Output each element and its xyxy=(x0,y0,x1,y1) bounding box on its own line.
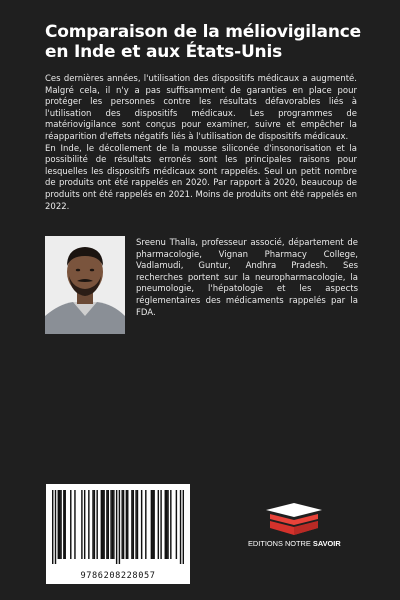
barcode-bar xyxy=(58,490,59,559)
barcode-bar xyxy=(55,490,56,564)
barcode-bar xyxy=(165,490,166,559)
barcode-bar xyxy=(102,490,103,559)
barcode-bar xyxy=(110,490,111,559)
barcode-bar xyxy=(131,490,132,559)
publisher-name-bold: SAVOIR xyxy=(312,539,341,548)
barcode-bar xyxy=(137,490,138,559)
publisher-logo-icon xyxy=(264,502,324,536)
isbn-barcode xyxy=(46,484,190,584)
publisher-block xyxy=(248,502,340,552)
barcode-bar xyxy=(70,490,71,559)
description-paragraph-2: En Inde, le décollement de la mousse siliconée d'insonorisation et la possibilité de résultats erronés sont les principales raisons pour lesquelles les dispositifs médicaux sont rappelés. Seul un petit nombre de produits ont été rappelés en 2020. Par rapport à 2020, beaucoup de produits ont été rappelés en 2021. Moins de produits ont été rappelés en 2022. xyxy=(45,143,357,212)
barcode-bar xyxy=(170,490,171,559)
barcode-bar xyxy=(121,490,122,559)
barcode-bar xyxy=(152,490,153,559)
barcode-bar xyxy=(65,490,66,559)
barcode-bar xyxy=(81,490,82,559)
barcode-bar xyxy=(96,490,97,559)
barcode-bar xyxy=(101,490,102,559)
isbn-number: 9786208228057 xyxy=(80,571,156,581)
barcode-bar xyxy=(84,490,85,559)
barcode-bar xyxy=(176,490,177,559)
barcode-bar xyxy=(141,490,142,559)
barcode-bar xyxy=(126,490,127,559)
description-paragraph-1: Ces dernières années, l'utilisation des dispositifs médicaux a augmenté. Malgré cela, il n'y a pas suffisamment de garanties en place pour protéger les personnes contre les résultats défavorables liés à l'utilisation des dispositifs médicaux. Les programmes de matériovigilance sont conçus pour examiner, suivre et empêcher la réapparition d'effets négatifs liés à l'utilisation de dispositifs médicaux. xyxy=(45,74,357,142)
barcode-bars xyxy=(52,490,184,564)
barcode-bar xyxy=(119,490,120,564)
barcode-bar xyxy=(123,490,124,559)
barcode-bar xyxy=(88,490,89,559)
barcode-bar xyxy=(167,490,168,559)
barcode-bar xyxy=(74,490,75,559)
barcode-bar xyxy=(106,490,107,559)
barcode-bar xyxy=(108,490,109,559)
barcode-bar xyxy=(59,490,60,559)
barcode-bar xyxy=(160,490,161,559)
barcode-bar xyxy=(116,490,117,564)
author-photo xyxy=(45,236,125,334)
barcode-bar xyxy=(127,490,128,559)
book-title: Comparaison de la méliovigilance en Inde et aux États-Unis xyxy=(45,22,361,62)
barcode-bar xyxy=(151,490,152,559)
publisher-name xyxy=(248,539,340,548)
barcode-bar xyxy=(158,490,159,559)
author-portrait-image xyxy=(45,236,125,334)
barcode-bar xyxy=(92,490,93,559)
barcode-bar xyxy=(135,490,136,559)
barcode-bar xyxy=(94,490,95,559)
barcode-bar xyxy=(153,490,154,559)
barcode-bar xyxy=(166,490,167,559)
author-bio: Sreenu Thalla, professeur associé, département de pharmacologie, Vignan Pharmacy College, Vadlamudi, Guntur, Andhra Pradesh. Ses recherches portent sur la neuropharmacologie, la pneumologie, l'hépatologie et les aspects réglementaires des médicaments rappelés par la FDA. xyxy=(136,238,358,318)
barcode-bar xyxy=(63,490,64,559)
barcode-bar xyxy=(112,490,113,559)
barcode-bar xyxy=(103,490,104,559)
publisher-name-regular: EDITIONS NOTRE xyxy=(248,539,313,548)
barcode-bar xyxy=(113,490,114,559)
barcode-bar xyxy=(180,490,181,564)
barcode-bar xyxy=(52,490,53,564)
barcode-bar xyxy=(133,490,134,559)
book-description xyxy=(45,74,357,213)
barcode-bar xyxy=(145,490,146,559)
barcode-bar xyxy=(60,490,61,559)
barcode-bar xyxy=(183,490,184,564)
